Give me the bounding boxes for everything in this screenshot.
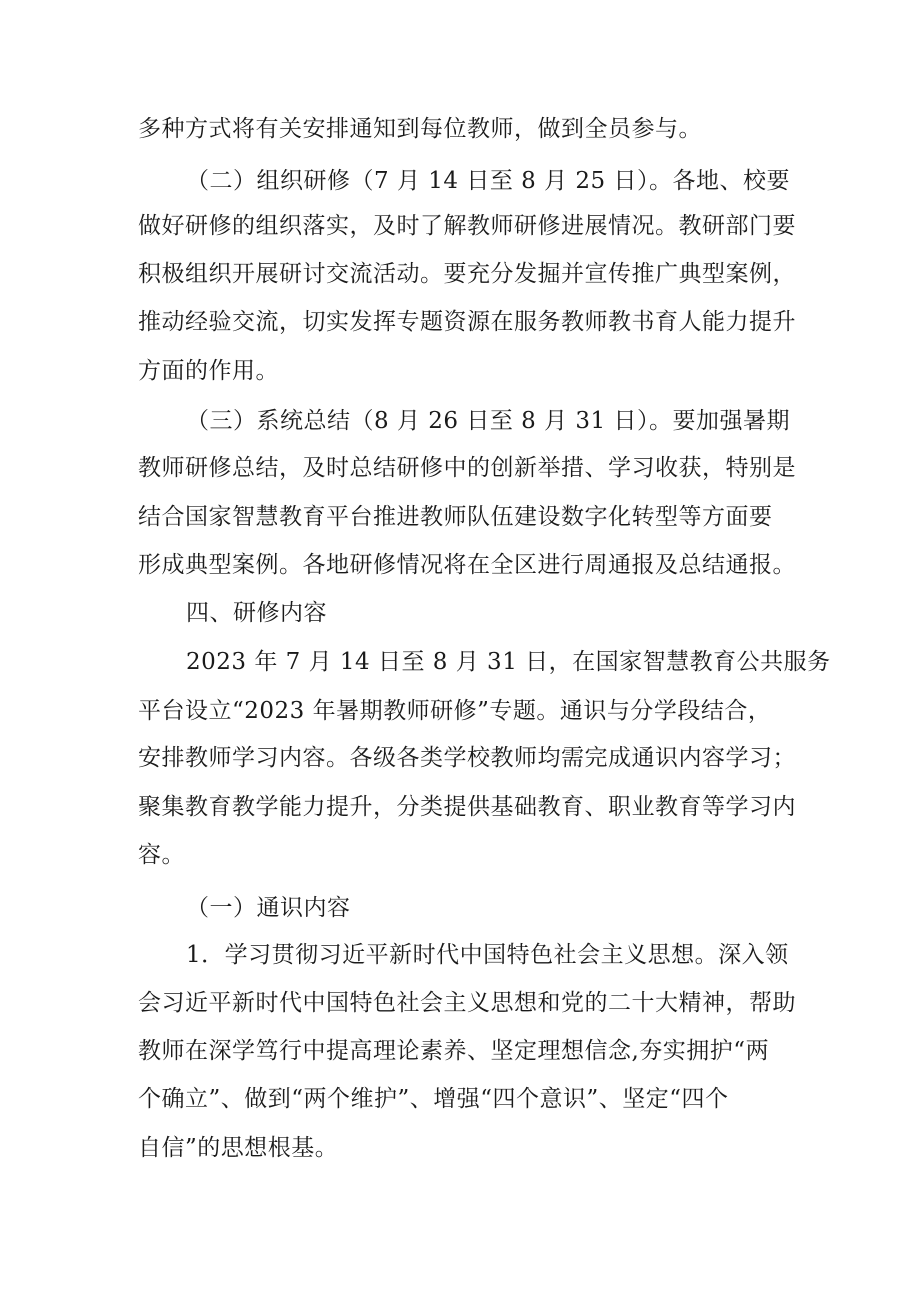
paragraph-line: 推动经验交流，切实发挥专题资源在服务教师教书育人能力提升 [138,309,796,335]
paragraph-line: 1．学习贯彻习近平新时代中国特色社会主义思想。深入领 [186,942,789,968]
section-title: 四、研修内容 [186,600,327,626]
paragraph-line: 做好研修的组织落实，及时了解教师研修进展情况。教研部门要 [138,213,796,239]
paragraph-line: 2023 年 7 月 14 日至 8 月 31 日，在国家智慧教育公共服务 [186,649,831,675]
paragraph-line: 安排教师学习内容。各级各类学校教师均需完成通识内容学习； [138,745,796,771]
paragraph-line: 自信”的思想根基。 [138,1135,339,1161]
section-heading-line: （三）系统总结（8 月 26 日至 8 月 31 日）。要加强暑期 [186,408,790,434]
paragraph-line: 平台设立“2023 年暑期教师研修”专题。通识与分学段结合， [138,698,772,724]
paragraph-line: 多种方式将有关安排通知到每位教师，做到全员参与。 [138,116,702,142]
paragraph-line: 容。 [138,842,185,868]
subsection-title: （一）通识内容 [186,895,351,921]
paragraph-line: 个确立”、做到“两个维护”、增强“四个意识”、坚定“四个 [138,1086,729,1112]
paragraph-line: 教师在深学笃行中提高理论素养、坚定理想信念,夯实拥护“两 [138,1038,770,1064]
paragraph-line: 聚集教育教学能力提升，分类提供基础教育、职业教育等学习内 [138,794,796,820]
paragraph-line: 教师研修总结，及时总结研修中的创新举措、学习收获，特别是 [138,455,796,481]
paragraph-line: 会习近平新时代中国特色社会主义思想和党的二十大精神，帮助 [138,990,796,1016]
section-heading-line: （二）组织研修（7 月 14 日至 8 月 25 日）。各地、校要 [186,168,790,194]
paragraph-line: 形成典型案例。各地研修情况将在全区进行周通报及总结通报。 [138,552,796,578]
paragraph-line: 方面的作用。 [138,358,279,384]
paragraph-line: 积极组织开展研讨交流活动。要充分发掘并宣传推广典型案例， [138,261,796,287]
paragraph-line: 结合国家智慧教育平台推进教师队伍建设数字化转型等方面要 [138,504,773,530]
